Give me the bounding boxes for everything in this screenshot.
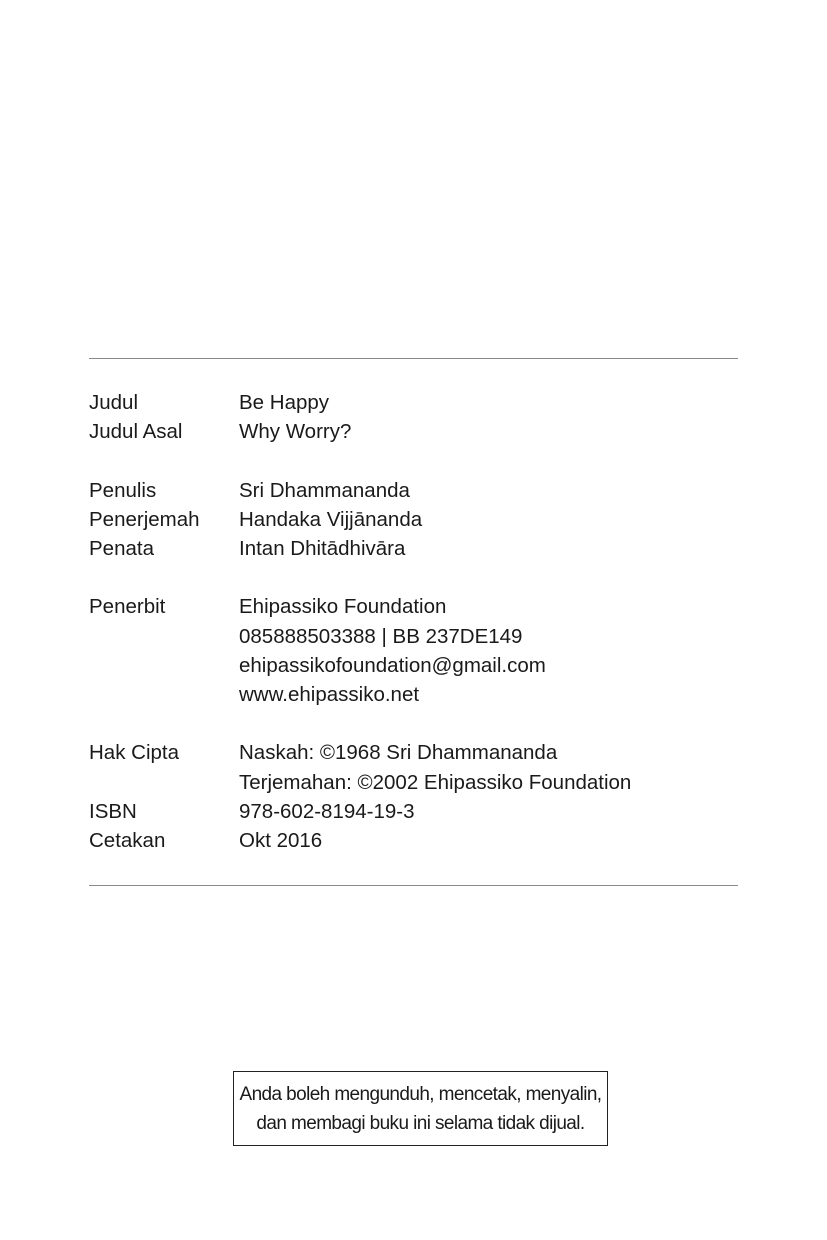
spacer	[89, 563, 738, 592]
hak-cipta-row	[89, 738, 738, 767]
cetakan-value: Okt 2016	[239, 829, 323, 852]
hak-cipta-label: Hak Cipta	[89, 741, 180, 765]
penata-row	[89, 534, 738, 563]
bottom-divider	[89, 885, 738, 886]
isbn-row	[89, 797, 738, 826]
penata-value: Intan Dhitādhivāra	[239, 537, 406, 560]
penerbit-label: Penerbit	[89, 595, 166, 619]
license-notice-line-2: dan membagi buku ini selama tidak dijual.	[256, 1112, 585, 1134]
penata-label: Penata	[89, 537, 154, 560]
judul-value: Be Happy	[239, 391, 330, 414]
judul-asal-row	[89, 417, 738, 446]
penerjemah-value: Handaka Vijjānanda	[239, 507, 423, 531]
spacer	[89, 446, 738, 475]
penerbit-phone: 085888503388 | BB 237DE149	[239, 624, 523, 648]
colophon	[89, 388, 738, 855]
penulis-value: Sri Dhammananda	[239, 478, 410, 502]
hak-cipta-terjemahan: Terjemahan: ©2002 Ehipassiko Foundation	[239, 770, 632, 794]
isbn-label: ISBN	[89, 799, 137, 823]
penerjemah-label: Penerjemah	[89, 507, 200, 531]
spacer	[89, 709, 738, 738]
penerbit-name: Ehipassiko Foundation	[239, 595, 447, 619]
isbn-value: 978-602-8194-19-3	[239, 799, 415, 823]
cetakan-label: Cetakan	[89, 829, 166, 852]
cetakan-row	[89, 826, 738, 855]
license-notice-box	[233, 1071, 608, 1146]
penerbit-email: ehipassikofoundation@gmail.com	[239, 653, 546, 677]
judul-asal-label: Judul Asal	[89, 420, 183, 444]
judul-asal-value: Why Worry?	[239, 420, 352, 444]
hak-cipta-terjemahan-row	[89, 768, 738, 797]
penerbit-website-row	[89, 680, 738, 709]
penerjemah-row	[89, 505, 738, 534]
penulis-row	[89, 476, 738, 505]
penerbit-email-row	[89, 651, 738, 680]
penerbit-row	[89, 592, 738, 621]
penulis-label: Penulis	[89, 478, 157, 502]
hak-cipta-naskah: Naskah: ©1968 Sri Dhammananda	[239, 741, 558, 765]
license-notice-line-1: Anda boleh mengunduh, mencetak, menyalin,	[239, 1083, 602, 1105]
judul-row	[89, 388, 738, 417]
penerbit-website: www.ehipassiko.net	[239, 683, 420, 706]
judul-label: Judul	[89, 391, 139, 414]
top-divider	[89, 358, 738, 359]
penerbit-phone-row	[89, 622, 738, 651]
